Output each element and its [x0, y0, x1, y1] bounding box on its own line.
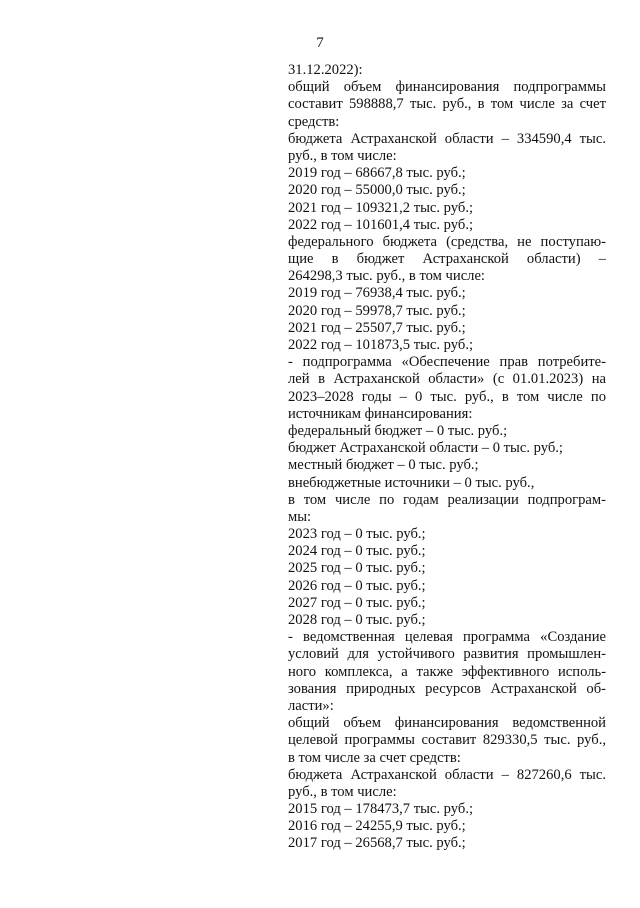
text-line: 2021 год – 25507,7 тыс. руб.;	[288, 319, 466, 336]
text-line: 2026 год – 0 тыс. руб.;	[288, 577, 426, 594]
text-line: федеральный бюджет – 0 тыс. руб.;	[288, 422, 508, 439]
text-line: руб., в том числе:	[288, 783, 397, 800]
text-line: ного комплекса, а также эффективного исполь-	[288, 663, 606, 680]
text-line: 2020 год – 55000,0 тыс. руб.;	[288, 182, 466, 199]
text-line: 2025 год – 0 тыс. руб.;	[288, 560, 426, 577]
text-line: 2022 год – 101873,5 тыс. руб.;	[288, 337, 474, 353]
text-line: составит 598888,7 тыс. руб., в том числе за счет	[288, 96, 606, 113]
text-line: зования природных ресурсов Астраханской об-	[288, 680, 606, 697]
text-line: 2019 год – 68667,8 тыс. руб.;	[288, 165, 466, 182]
text-line: 2028 год – 0 тыс. руб.;	[288, 612, 426, 628]
text-line: 2015 год – 178473,7 тыс. руб.;	[288, 801, 474, 818]
text-line: 2023 год – 0 тыс. руб.;	[288, 526, 426, 543]
text-line: средств:	[288, 113, 340, 130]
page-number: 7	[316, 35, 324, 51]
text-line: источникам финансирования:	[288, 405, 473, 422]
text-line: в том числе за счет средств:	[288, 749, 461, 766]
text-line: общий объем финансирования ведомственной	[288, 715, 606, 732]
text-line: ласти»:	[288, 697, 334, 714]
text-line: условий для устойчивого развития промышлен-	[288, 646, 606, 663]
text-line: - подпрограмма «Обеспечение прав потребите-	[288, 354, 606, 371]
text-line: руб., в том числе:	[288, 147, 397, 164]
text-line: 2022 год – 101601,4 тыс. руб.;	[288, 216, 474, 233]
text-line: бюджет Астраханской области – 0 тыс. руб.;	[288, 440, 563, 457]
text-line: щие в бюджет Астраханской области) –	[288, 251, 606, 268]
text-line: 2021 год – 109321,2 тыс. руб.;	[288, 199, 474, 216]
text-line: 2017 год – 26568,7 тыс. руб.;	[288, 835, 466, 852]
text-line: 2023–2028 годы – 0 тыс. руб., в том числе по	[288, 388, 606, 405]
document-text-block	[288, 62, 606, 853]
text-line: 2016 год – 24255,9 тыс. руб.;	[288, 818, 466, 835]
text-line: федерального бюджета (средства, не поступаю-	[288, 233, 606, 250]
text-line: в том числе по годам реализации подпрограм-	[288, 491, 606, 508]
text-line: 2024 год – 0 тыс. руб.;	[288, 543, 426, 560]
text-line: - ведомственная целевая программа «Создание	[288, 629, 606, 646]
text-line: лей в Астраханской области» (с 01.01.2023) на	[288, 371, 606, 388]
text-line: 264298,3 тыс. руб., в том числе:	[288, 268, 485, 285]
text-line: местный бюджет – 0 тыс. руб.;	[288, 457, 479, 474]
text-line: общий объем финансирования подпрограммы	[288, 79, 606, 96]
text-line: 2020 год – 59978,7 тыс. руб.;	[288, 302, 466, 319]
text-line: 2027 год – 0 тыс. руб.;	[288, 594, 426, 611]
text-line: 31.12.2022):	[288, 62, 363, 78]
text-line: бюджета Астраханской области – 827260,6 тыс.	[288, 766, 606, 783]
text-line: бюджета Астраханской области – 334590,4 тыс.	[288, 130, 606, 147]
text-line: мы:	[288, 508, 312, 525]
text-line: 2019 год – 76938,4 тыс. руб.;	[288, 285, 466, 302]
text-line: внебюджетные источники – 0 тыс. руб.,	[288, 474, 535, 491]
text-line: целевой программы составит 829330,5 тыс. руб.,	[288, 732, 606, 749]
